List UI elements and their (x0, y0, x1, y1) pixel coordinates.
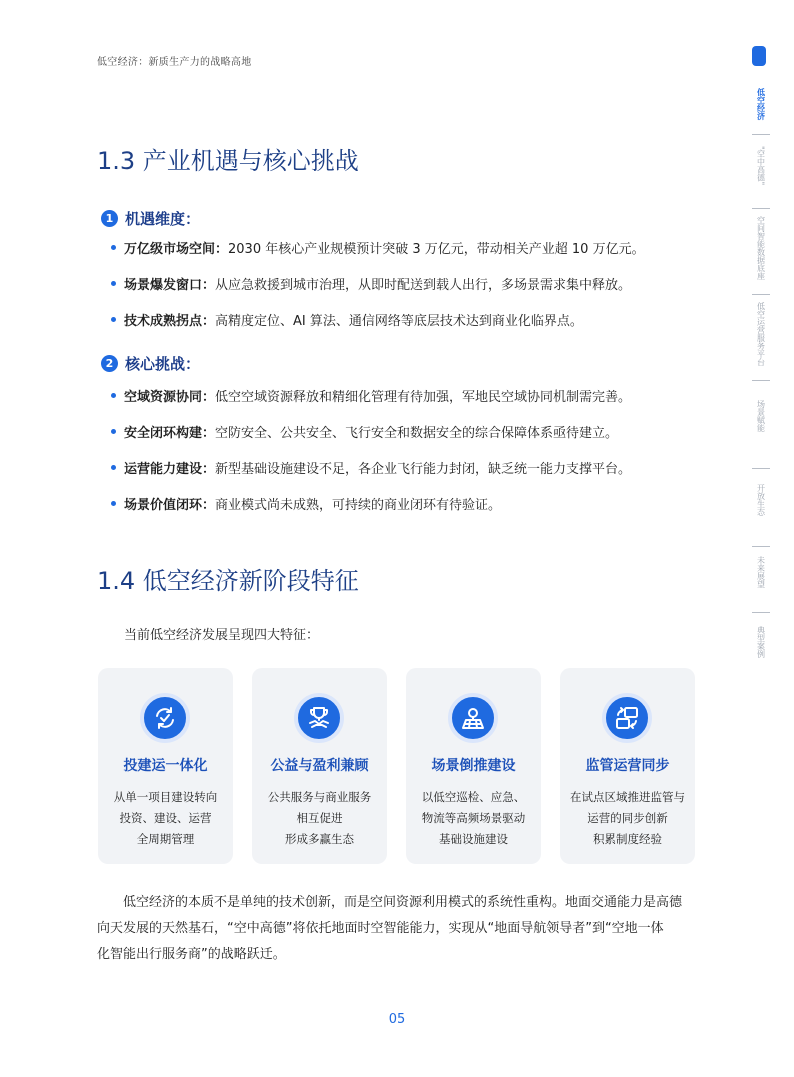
list-item (111, 301, 645, 337)
list-item (111, 485, 631, 521)
side-nav-marker (752, 46, 766, 66)
section-intro: 当前低空经济发展呈现四大特征： (124, 628, 320, 643)
location-grid-icon (448, 693, 498, 743)
side-nav-item-air-amap[interactable]: "空中高德" (756, 146, 766, 186)
item-label: 安全闭环构建： (124, 425, 216, 441)
running-header: 低空经济：新质生产力的战略高地 (97, 57, 252, 68)
opportunities-heading-text: 机遇维度： (125, 210, 201, 228)
card-line: 基础设施建设 (439, 832, 508, 846)
side-nav-item-scenarios[interactable]: 场景赋能 (756, 400, 766, 432)
item-text: 空防安全、公共安全、飞行安全和数据安全的综合保障体系亟待建立。 (215, 425, 619, 441)
card-line: 公共服务与商业服务 (267, 790, 372, 804)
side-nav-divider (752, 468, 770, 469)
list-item (111, 265, 645, 301)
card-line: 积累制度经验 (593, 832, 662, 846)
card-line: 从单一项目建设转向 (113, 790, 218, 804)
section-title-1-4: 1.4 低空经济新阶段特征 (97, 567, 359, 595)
challenges-heading (101, 353, 200, 374)
card-description (98, 787, 233, 850)
card-description (252, 787, 387, 850)
item-text: 低空空域资源释放和精细化管理有待加强，军地民空域协同机制需完善。 (215, 389, 632, 405)
item-label: 运营能力建设： (124, 461, 216, 477)
item-text: 高精度定位、AI 算法、通信网络等底层技术达到商业化临界点。 (215, 313, 583, 329)
item-text: 商业模式尚未成熟，可持续的商业闭环有待验证。 (215, 497, 502, 513)
side-nav-divider (752, 208, 770, 209)
side-nav-item-data-base[interactable]: 空间智能数据底座 (756, 216, 766, 280)
paragraph-line: 化智能出行服务商”的战略跃迁。 (97, 947, 286, 962)
item-text: 新型基础设施建设不足，各企业飞行能力封闭，缺乏统一能力支撑平台。 (215, 461, 632, 477)
card-title: 公益与盈利兼顾 (270, 758, 369, 774)
card-description (560, 787, 695, 850)
body-paragraph (97, 890, 697, 968)
card-line: 以低空巡检、应急、 (421, 790, 526, 804)
number-badge: 2 (101, 355, 118, 372)
bullet-dot-icon (111, 429, 116, 434)
feature-cards (98, 668, 696, 864)
page-number: 05 (388, 1012, 406, 1027)
item-label: 场景价值闭环： (124, 497, 216, 513)
card-title: 投建运一体化 (123, 758, 208, 774)
monitor-sync-icon (602, 693, 652, 743)
item-text: 从应急救援到城市治理，从即时配送到载人出行，多场景需求集中释放。 (215, 277, 632, 293)
card-line: 运营的同步创新 (587, 811, 668, 825)
list-item (111, 413, 631, 449)
card-line: 全周期管理 (136, 832, 195, 846)
side-nav-divider (752, 546, 770, 547)
card-line: 形成多赢生态 (285, 832, 354, 846)
card-line: 在试点区域推进监管与 (570, 790, 685, 804)
bullet-dot-icon (111, 245, 116, 250)
list-item (111, 377, 631, 413)
list-item (111, 449, 631, 485)
card-line: 相互促进 (296, 811, 343, 825)
side-nav-item-cases[interactable]: 典型案例 (756, 626, 766, 658)
list-item (111, 229, 645, 265)
feature-card (252, 668, 387, 864)
side-nav-item-ops-platform[interactable]: 低空运营服务平台 (756, 302, 766, 366)
card-line: 投资、建设、运营 (119, 811, 212, 825)
card-title: 监管运营同步 (585, 758, 670, 774)
side-nav-divider (752, 612, 770, 613)
bullet-dot-icon (111, 501, 116, 506)
number-badge: 1 (101, 210, 118, 227)
side-nav-item-outlook[interactable]: 未来展望 (756, 556, 766, 588)
side-nav-divider (752, 380, 770, 381)
feature-card (98, 668, 233, 864)
feature-card (406, 668, 541, 864)
item-label: 技术成熟拐点： (124, 313, 216, 329)
feature-card (560, 668, 695, 864)
bullet-dot-icon (111, 393, 116, 398)
opportunities-list (111, 229, 645, 337)
challenges-list (111, 377, 631, 521)
bullet-dot-icon (111, 317, 116, 322)
side-nav-item-open-ecosystem[interactable]: 开放生态 (756, 484, 766, 516)
side-nav-divider (752, 294, 770, 295)
paragraph-line: 低空经济的本质不是单纯的技术创新，而是空间资源利用模式的系统性重构。地面交通能力是高德 (123, 895, 683, 910)
card-description (406, 787, 541, 850)
side-nav-divider (752, 134, 770, 135)
trophy-handshake-icon (294, 693, 344, 743)
section-title-1-3: 1.3 产业机遇与核心挑战 (97, 147, 359, 175)
side-nav-item-low-altitude-economy[interactable]: 低空经济 (756, 88, 766, 120)
cycle-check-icon (140, 693, 190, 743)
card-line: 物流等高频场景驱动 (421, 811, 526, 825)
item-label: 万亿级市场空间： (124, 241, 229, 257)
item-text: 2030 年核心产业规模预计突破 3 万亿元，带动相关产业超 10 万亿元。 (228, 241, 645, 257)
card-title: 场景倒推建设 (431, 758, 516, 774)
bullet-dot-icon (111, 465, 116, 470)
paragraph-line: 向天发展的天然基石，“空中高德”将依托地面时空智能能力，实现从“地面导航领导者”到“空地一体 (97, 921, 664, 936)
item-label: 场景爆发窗口： (124, 277, 216, 293)
opportunities-heading (101, 208, 200, 229)
item-label: 空域资源协同： (124, 389, 216, 405)
bullet-dot-icon (111, 281, 116, 286)
challenges-heading-text: 核心挑战： (125, 355, 201, 373)
